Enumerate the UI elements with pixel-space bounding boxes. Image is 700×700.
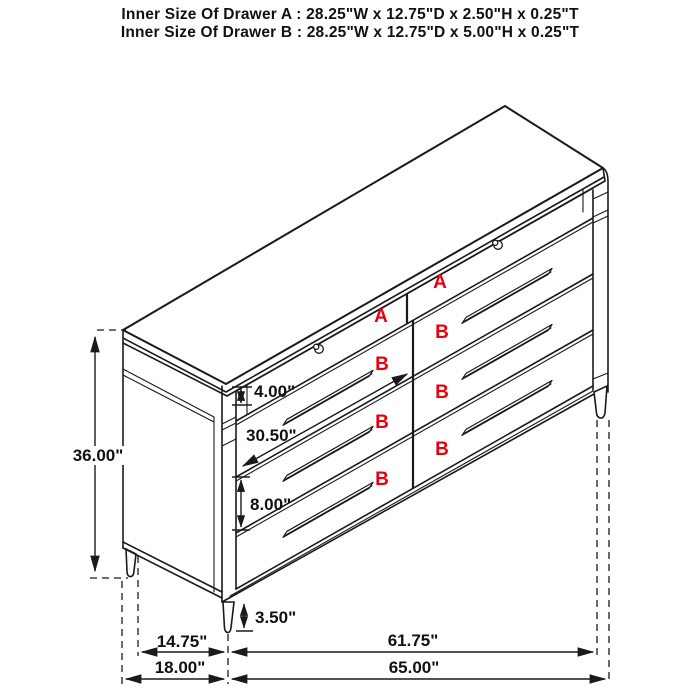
dim-top-drawer-height <box>232 382 295 405</box>
drawer-label-b-right-3: B <box>435 439 449 460</box>
dim-leg-height <box>236 604 296 631</box>
dim-overall-height-label: 36.00" <box>72 446 124 465</box>
front-right-leg <box>594 386 607 418</box>
rear-left-leg <box>126 549 136 577</box>
front-left-leg <box>223 602 234 633</box>
dim-leg-height-label: 3.50" <box>255 608 297 627</box>
dresser-top-surface <box>123 106 603 384</box>
dim-overall-width <box>232 658 605 679</box>
drawer-label-a-right: A <box>433 272 447 293</box>
dim-leg-inset-depth <box>142 632 224 652</box>
drawer-label-b-left-1: B <box>375 354 389 375</box>
drawer-label-b-right-1: B <box>435 322 449 343</box>
drawer-label-b-right-2: B <box>435 382 449 403</box>
dim-overall-depth <box>126 658 224 679</box>
knob-icon <box>493 240 498 245</box>
front-right-post <box>593 168 608 418</box>
drawer-b-inner-size-text: Inner Size Of Drawer B : 28.25"W x 12.75"D x 5.00"H x 0.25"T <box>120 24 580 41</box>
dim-top-drawer-height-label: 4.00" <box>254 382 296 401</box>
dim-drawer-width-label: 30.50" <box>246 426 297 445</box>
drawer-a-inner-size-text: Inner Size Of Drawer A : 28.25"W x 12.75"D x 2.50"H x 0.25"T <box>121 6 579 23</box>
drawer-label-a-left: A <box>374 306 388 327</box>
drawer-label-b-left-2: B <box>375 412 389 433</box>
dim-leg-inset-depth-label: 14.75" <box>156 632 208 651</box>
dim-leg-span-width-label: 61.75" <box>387 631 439 650</box>
knob-icon <box>314 344 319 349</box>
dresser-drawing <box>123 106 608 633</box>
dim-leg-span-width <box>232 631 593 652</box>
dimension-annotations <box>72 330 609 684</box>
dim-overall-height <box>72 337 124 571</box>
dim-overall-width-label: 65.00" <box>388 658 440 677</box>
dim-overall-depth-label: 18.00" <box>154 658 206 677</box>
drawer-label-b-left-3: B <box>375 469 389 490</box>
dim-drawer-height-label: 8.00" <box>250 495 292 514</box>
